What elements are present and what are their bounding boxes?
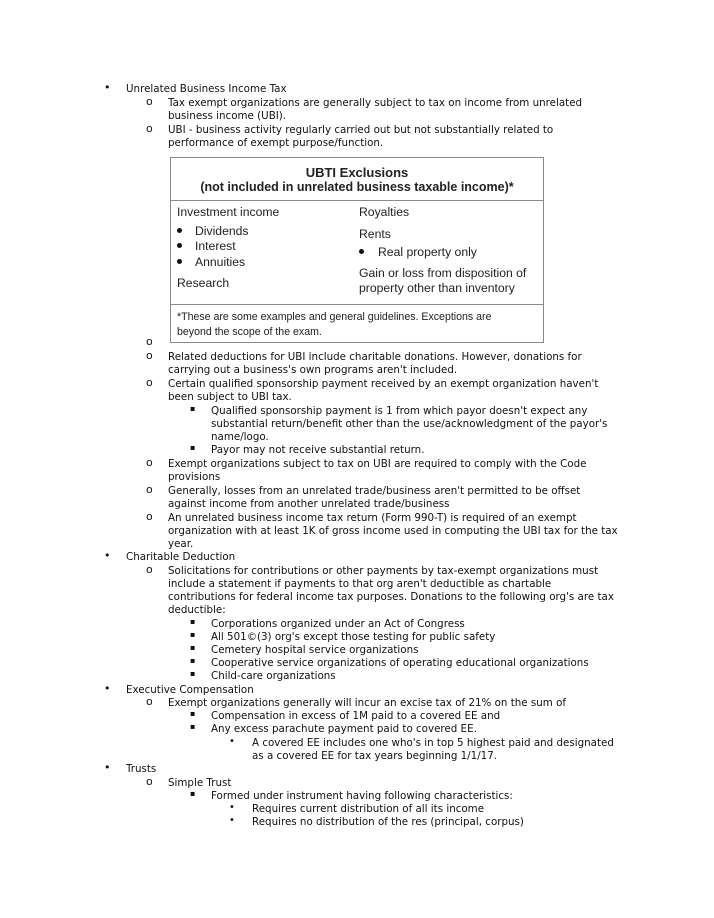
figure-left-column [177,205,279,292]
bullet-level3: ▪ [190,669,196,678]
bullet-dot-icon [177,228,182,233]
list-item-text: include a statement if payments to that org aren't deductible as chartable [168,578,552,590]
bullet-level2: o [146,695,153,708]
bullet-level1: • [104,682,111,695]
figure-list-item: Annuities [177,255,279,271]
bullet-level1: • [104,549,111,562]
list-item-text: year. [168,538,194,550]
bullet-level3: ▪ [190,656,196,665]
bullet-level2: o [146,376,153,389]
figure-right-column [359,205,526,297]
bullet-level3: ▪ [190,709,196,718]
figure-header [171,158,543,201]
bullet-level3: ▪ [190,404,196,413]
bullet-level3: ▪ [190,630,196,639]
bullet-level2: o [146,95,153,108]
list-item-text: deductible: [168,604,226,616]
bullet-dot-icon [177,259,182,264]
bullet-level1: • [104,81,111,94]
list-item-text: Cemetery hospital service organizations [211,644,419,656]
list-item-text: organization with at least 1K of gross income used in computing the UBI tax for the tax [168,525,618,537]
list-item-text: provisions [168,471,221,483]
section-heading-trusts: Trusts [126,763,157,775]
list-item-text: Exempt organizations generally will incur an excise tax of 21% on the sum of [168,697,567,709]
list-item-text: An unrelated business income tax return (Form 990-T) is required of an exempt [168,512,577,524]
list-item-text: been subject to UBI tax. [168,391,292,403]
bullet-level3: ▪ [190,443,196,452]
figure-list-item: Interest [177,239,279,255]
research-label: Research [177,276,230,290]
list-item-text: Compensation in excess of 1M paid to a covered EE and [211,710,501,722]
list-item-text: Solicitations for contributions or other payments by tax-exempt organizations must [168,565,599,577]
list-item-text: Any excess parachute payment paid to covered EE. [211,723,477,735]
section-heading-ubit: Unrelated Business Income Tax [126,83,287,95]
ubti-exclusions-figure [170,157,544,343]
figure-footnote: *These are some examples and general guidelines. Exceptions are beyond the scope of the exam. [171,304,543,342]
list-item-text: name/logo. [211,431,269,443]
list-item-text: Generally, losses from an unrelated trade/business aren't permitted to be offset [168,485,581,497]
list-item-text: performance of exempt purpose/function. [168,137,384,149]
list-item-text: against income from another unrelated trade/business [168,498,450,510]
list-item-text: Cooperative service organizations of operating educational organizations [211,657,589,669]
bullet-level3: ▪ [190,722,196,731]
bullet-level2: o [146,335,153,348]
list-item-text: Payor may not receive substantial return. [211,444,425,456]
bullet-level2: o [146,775,153,788]
bullet-level2: o [146,563,153,576]
list-item-text: Qualified sponsorship payment is 1 from which payor doesn't expect any [211,405,588,417]
bullet-level2: o [146,122,153,135]
section-heading-charitable: Charitable Deduction [126,551,236,563]
figure-subtitle: (not included in unrelated business taxable income)* [200,180,514,194]
bullet-level4: • [229,802,235,813]
bullet-level2: o [146,510,153,523]
list-item-text: Requires no distribution of the res (principal, corpus) [252,816,524,828]
list-item-text: Child-care organizations [211,670,336,682]
list-item-text: carrying out a business's own programs aren't included. [168,364,458,376]
list-item-text: contributions for federal income tax purposes. Donations to the following org's are tax [168,591,614,603]
figure-title: UBTI Exclusions [305,165,409,180]
list-item-text: Corporations organized under an Act of Congress [211,618,465,630]
investment-income-heading: Investment income [177,205,280,219]
bullet-level3: ▪ [190,789,196,798]
list-item-text: Formed under instrument having following characteristics: [211,790,513,802]
bullet-level4: • [229,815,235,826]
list-item-text: Requires current distribution of all its income [252,803,485,815]
bullet-level3: ▪ [190,643,196,652]
bullet-dot-icon [359,249,364,254]
figure-list-item: Dividends [177,224,279,240]
bullet-level3: ▪ [190,617,196,626]
list-item-text: Tax exempt organizations are generally subject to tax on income from unrelated [168,97,583,109]
list-item-text: business income (UBI). [168,110,287,122]
list-item-text: as a covered EE for tax years beginning 1/1/17. [252,750,498,762]
list-item-text: Simple Trust [168,777,232,789]
list-item-text: Certain qualified sponsorship payment received by an exempt organization haven't [168,378,599,390]
gain-loss-label-cont: property other than inventory [359,281,515,295]
bullet-level4: • [229,736,235,747]
royalties-label: Royalties [359,205,410,219]
list-item-text: Exempt organizations subject to tax on UBI are required to comply with the Code [168,458,587,470]
rents-label: Rents [359,226,391,241]
gain-loss-label: Gain or loss from disposition of [359,265,527,280]
bullet-dot-icon [177,243,182,248]
list-item-text: A covered EE includes one who's in top 5 highest paid and designated [252,737,614,749]
list-item-text: All 501©(3) org's except those testing for public safety [211,631,496,643]
bullet-level1: • [104,761,111,774]
list-item-text: Related deductions for UBI include charitable donations. However, donations for [168,351,582,363]
bullet-level2: o [146,483,153,496]
figure-list-item: Real property only [359,245,526,261]
list-item-text: UBI - business activity regularly carried out but not substantially related to [168,124,554,136]
section-heading-exec-comp: Executive Compensation [126,684,254,696]
bullet-level2: o [146,456,153,469]
list-item-text: substantial return/benefit other than the use/acknowledgment of the payor's [211,418,608,430]
bullet-level2: o [146,349,153,362]
